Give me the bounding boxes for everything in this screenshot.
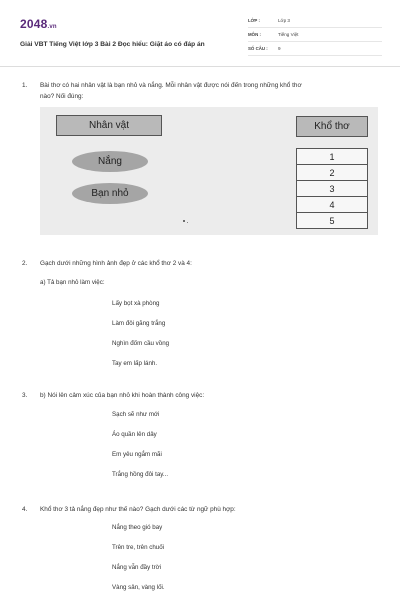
character-oval-nang[interactable]: Nắng bbox=[72, 151, 148, 172]
poem-line[interactable]: Trắng hồng đôi tay... bbox=[112, 471, 169, 478]
character-header: Nhân vật bbox=[56, 115, 162, 136]
header-divider bbox=[0, 66, 400, 67]
question-4 bbox=[22, 504, 382, 516]
meta-key: LỚP : bbox=[248, 18, 260, 23]
stanza-table bbox=[296, 148, 368, 229]
poem-line[interactable]: Trên tre, trên chuối bbox=[112, 544, 165, 551]
logo-suffix: .vn bbox=[47, 24, 57, 30]
poem-line[interactable]: Làm đôi găng trắng bbox=[112, 320, 166, 327]
meta-row-class bbox=[248, 14, 382, 28]
meta-value: Tiếng Việt bbox=[278, 32, 299, 37]
question-number: 2. bbox=[22, 260, 28, 267]
poem-line[interactable]: Nắng theo gió bay bbox=[112, 524, 163, 531]
question-3 bbox=[22, 390, 382, 402]
stanza-cell[interactable]: 5 bbox=[297, 213, 368, 229]
meta-info bbox=[248, 14, 382, 56]
character-oval-ban-nho[interactable]: Bạn nhỏ bbox=[72, 183, 148, 204]
question-text-line-2: nào? Nối đúng: bbox=[40, 93, 84, 100]
poem-line[interactable]: Em yêu ngắm mãi bbox=[112, 451, 162, 458]
meta-key: MÔN : bbox=[248, 32, 261, 37]
question-text: b) Nói lên cảm xúc của bạn nhỏ khi hoàn thành công việc: bbox=[40, 392, 205, 399]
site-logo[interactable] bbox=[20, 17, 57, 31]
logo-main: 2048 bbox=[20, 17, 48, 31]
meta-value: Lớp 3 bbox=[278, 18, 290, 23]
question-number: 3. bbox=[22, 392, 28, 399]
poem-line[interactable]: Tay em lấp lánh. bbox=[112, 360, 158, 367]
question-2 bbox=[22, 258, 382, 270]
document-header bbox=[20, 14, 382, 60]
question-text: Gạch dưới những hình ảnh đẹp ở các khổ thơ 2 và 4: bbox=[40, 260, 192, 267]
stanza-cell[interactable]: 4 bbox=[297, 197, 368, 213]
stanza-header: Khổ thơ bbox=[296, 116, 368, 137]
question-number: 1. bbox=[22, 82, 28, 89]
poem-line[interactable]: Nghìn đốm cầu vồng bbox=[112, 340, 170, 347]
document-title: Giải VBT Tiếng Việt lớp 3 Bài 2 Đọc hiểu: Giặt áo có đáp án bbox=[20, 41, 205, 48]
question-text: Khổ thơ 3 tả nắng đẹp như thế nào? Gạch dưới các từ ngữ phù hợp: bbox=[40, 506, 236, 513]
meta-row-subject bbox=[248, 28, 382, 42]
ink-dot bbox=[183, 220, 185, 222]
stanza-cell[interactable]: 1 bbox=[297, 149, 368, 165]
poem-line[interactable]: Áo quần lên dây bbox=[112, 431, 157, 438]
question-number: 4. bbox=[22, 506, 28, 513]
question-2-sub: a) Tả bạn nhỏ làm việc: bbox=[40, 279, 105, 286]
poem-line[interactable]: Nắng vẫn đầy trời bbox=[112, 564, 162, 571]
poem-line[interactable]: Vàng sân, vàng lối. bbox=[112, 584, 165, 591]
meta-row-question-count bbox=[248, 42, 382, 56]
question-1 bbox=[22, 80, 382, 104]
matching-figure bbox=[40, 107, 378, 235]
poem-line[interactable]: Sạch sẽ như mới bbox=[112, 411, 160, 418]
meta-value: 9 bbox=[278, 46, 281, 51]
question-text-line-1: Bài thơ có hai nhân vật là bạn nhỏ và nắng. Mỗi nhân vật được nói đến trong những khổ thơ bbox=[40, 82, 302, 89]
poem-line[interactable]: Lấy bọt xà phòng bbox=[112, 300, 160, 307]
stanza-cell[interactable]: 3 bbox=[297, 181, 368, 197]
meta-key: SỐ CÂU : bbox=[248, 46, 268, 51]
ink-dot bbox=[187, 222, 188, 223]
stanza-cell[interactable]: 2 bbox=[297, 165, 368, 181]
